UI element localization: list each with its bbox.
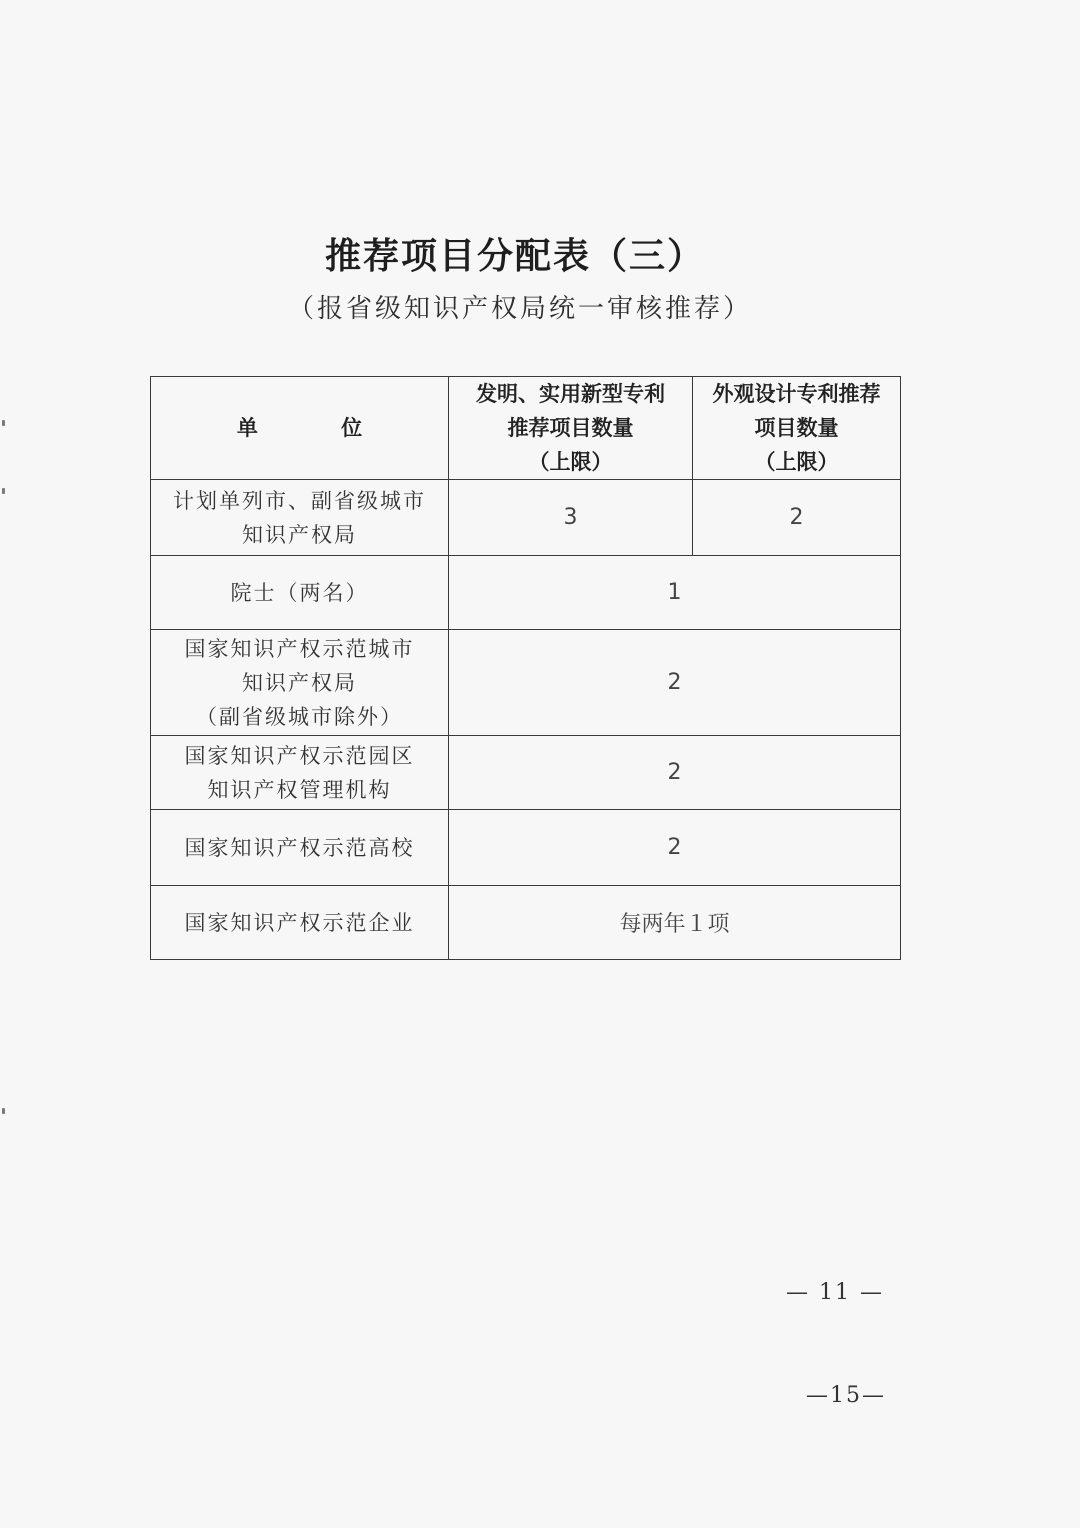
header-design-line: 项目数量 xyxy=(754,416,839,440)
unit-cell xyxy=(151,556,449,630)
table-row xyxy=(151,630,901,736)
table-row xyxy=(151,810,901,886)
unit-line: 院士（两名） xyxy=(230,580,369,605)
unit-line: 国家知识产权示范高校 xyxy=(184,835,415,860)
invention-count-cell: 3 xyxy=(449,480,693,556)
allocation-table xyxy=(150,376,901,960)
unit-line: 知识产权管理机构 xyxy=(207,777,392,802)
table-row xyxy=(151,736,901,810)
unit-cell xyxy=(151,886,449,960)
page-title: 推荐项目分配表（三） xyxy=(324,235,705,277)
combined-count-cell: 2 xyxy=(449,736,901,810)
table-row xyxy=(151,556,901,630)
scan-mark xyxy=(2,488,5,494)
header-unit-label: 单 位 xyxy=(236,416,401,440)
unit-line: （副省级城市除外） xyxy=(196,704,403,729)
header-design xyxy=(693,377,901,480)
unit-line: 知识产权局 xyxy=(242,670,357,695)
header-invention-line: （上限） xyxy=(528,450,613,474)
scan-mark xyxy=(2,420,5,426)
header-design-line: （上限） xyxy=(754,450,839,474)
unit-line: 知识产权局 xyxy=(242,522,357,547)
header-unit xyxy=(151,377,449,480)
unit-cell xyxy=(151,736,449,810)
unit-cell xyxy=(151,630,449,736)
table-header-row xyxy=(151,377,901,480)
header-invention xyxy=(449,377,693,480)
header-design-line: 外观设计专利推荐 xyxy=(712,382,881,406)
table-row xyxy=(151,886,901,960)
header-invention-line: 发明、实用新型专利 xyxy=(476,382,665,406)
page-number-outer: —15— xyxy=(806,1383,886,1408)
unit-cell xyxy=(151,810,449,886)
unit-line: 国家知识产权示范城市 xyxy=(184,636,415,661)
unit-line: 国家知识产权示范园区 xyxy=(184,743,415,768)
unit-cell xyxy=(151,480,449,556)
combined-count-cell: 1 xyxy=(449,556,901,630)
design-count-cell: 2 xyxy=(693,480,901,556)
header-invention-line: 推荐项目数量 xyxy=(507,416,634,440)
combined-count-cell: 2 xyxy=(449,810,901,886)
page-number-inner: — 11 — xyxy=(786,1280,884,1305)
page-subtitle: （报省级知识产权局统一审核推荐） xyxy=(287,294,752,324)
unit-line: 计划单列市、副省级城市 xyxy=(173,488,426,513)
table-row xyxy=(151,480,901,556)
scan-mark xyxy=(2,1108,5,1114)
combined-count-cell: 每两年１项 xyxy=(449,886,901,960)
unit-line: 国家知识产权示范企业 xyxy=(184,910,415,935)
combined-count-cell: 2 xyxy=(449,630,901,736)
